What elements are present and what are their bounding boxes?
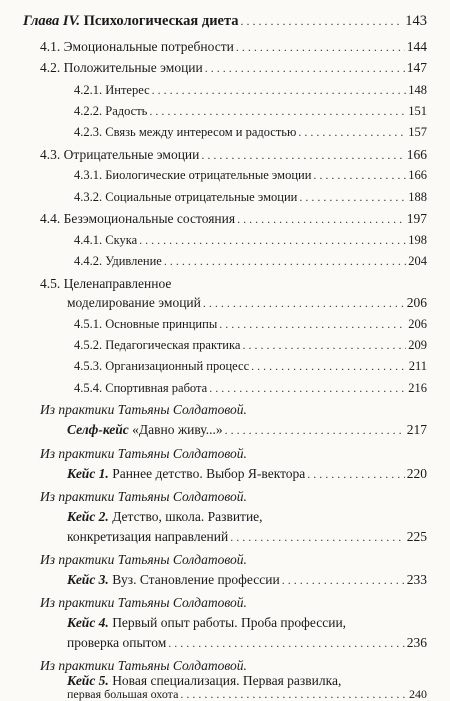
practice-entry-case-5-line2 (67, 688, 427, 700)
entry-heading (74, 169, 311, 182)
case-label: Кейс 3. (67, 572, 109, 587)
entry-heading (74, 318, 217, 331)
toc-entry-4-3 (40, 148, 427, 162)
case-title-line1: Новая специализация. Первая развилка, (112, 673, 342, 688)
entry-heading (74, 360, 249, 373)
dot-leader (203, 297, 405, 309)
case-label: Кейс 2. (67, 509, 109, 524)
entry-title: Отрицательные эмоции (63, 147, 200, 162)
entry-number: 4.1. (40, 39, 61, 54)
dot-leader (313, 169, 406, 181)
page-number: 144 (406, 39, 427, 54)
entry-heading (74, 339, 240, 352)
dot-leader (230, 531, 405, 543)
page-number: 211 (408, 359, 427, 373)
page-number: 206 (406, 295, 427, 310)
page-number: 209 (408, 338, 427, 352)
case-label: Кейс 1. (67, 466, 109, 481)
entry-heading (74, 191, 297, 204)
case-title: «Давно живу...» (132, 422, 223, 437)
toc-entry-4-5-line2 (67, 296, 427, 310)
dot-leader (237, 213, 405, 225)
entry-title: Связь между интересом и радостью (105, 125, 297, 139)
dot-leader (149, 105, 406, 117)
dot-leader (219, 318, 406, 330)
page-number: 216 (408, 381, 427, 395)
toc-entry-4-5-line1 (40, 277, 171, 291)
entry-title: Положительные эмоции (63, 60, 203, 75)
entry-title: Удивление (105, 254, 162, 268)
page-number: 225 (406, 529, 427, 544)
practice-heading (67, 467, 305, 481)
chapter-title: Психологическая диета (83, 13, 239, 29)
page-number: 166 (408, 168, 427, 182)
dot-leader (164, 255, 406, 267)
practice-entry-case-5-line1 (67, 674, 341, 688)
page-number: 157 (408, 125, 427, 139)
entry-title-line1: Целенаправленное (63, 276, 172, 291)
case-title-line2: проверка опытом (67, 635, 167, 650)
entry-title: Радость (105, 104, 148, 118)
case-title-line2: конкретизация направлений (67, 529, 229, 544)
page-number: 166 (406, 147, 427, 162)
entry-heading (40, 148, 199, 162)
practice-source: Из практики Татьяны Солдатовой. (40, 402, 247, 417)
case-label: Селф-кейс (67, 422, 129, 437)
entry-number: 4.5.2. (74, 338, 103, 352)
entry-number: 4.5.3. (74, 359, 103, 373)
case-label: Кейс 4. (67, 615, 109, 630)
dot-leader (205, 62, 405, 74)
entry-heading (74, 255, 162, 268)
case-title-line1: Первый опыт работы. Проба профессии, (112, 615, 347, 630)
practice-entry-case-2-line1 (67, 510, 263, 524)
page-number: 143 (405, 13, 427, 29)
entry-title: Интерес (105, 83, 150, 97)
dot-leader (236, 41, 405, 53)
toc-entry-4-2 (40, 61, 427, 75)
page-number: 147 (406, 60, 427, 75)
toc-entry-4-5-1 (74, 318, 427, 331)
toc-chapter-entry (23, 14, 427, 29)
entry-number: 4.3.2. (74, 190, 103, 204)
dot-leader (139, 234, 406, 246)
entry-heading (40, 212, 235, 226)
dot-leader (209, 382, 406, 394)
practice-source: Из практики Татьяны Солдатовой. (40, 658, 247, 673)
entry-title: Основные принципы (105, 317, 218, 331)
entry-number: 4.4.1. (74, 233, 103, 247)
entry-heading (74, 126, 296, 139)
page-number: 198 (408, 233, 427, 247)
toc-entry-4-4 (40, 212, 427, 226)
page-number: 217 (406, 422, 427, 437)
entry-number: 4.3.1. (74, 168, 103, 182)
entry-number: 4.5.4. (74, 381, 103, 395)
entry-heading (40, 40, 234, 54)
toc-entry-4-3-2 (74, 191, 427, 204)
practice-heading (67, 423, 223, 437)
entry-number: 4.5.1. (74, 317, 103, 331)
entry-number: 4.2.2. (74, 104, 103, 118)
entry-heading (40, 61, 203, 75)
dot-leader (225, 424, 405, 436)
practice-entry-case-2-line2 (67, 530, 427, 544)
entry-title: Эмоциональные потребности (63, 39, 234, 54)
dot-leader (241, 15, 404, 27)
dot-leader (299, 191, 406, 203)
toc-entry-4-2-3 (74, 126, 427, 139)
toc-entry-4-1 (40, 40, 427, 54)
entry-title: Биологические отрицательные эмоции (105, 168, 312, 182)
entry-title: Скука (105, 233, 138, 247)
toc-entry-4-2-2 (74, 105, 427, 118)
page-number: 197 (406, 211, 427, 226)
toc-entry-4-5-4 (74, 382, 427, 395)
chapter-label: Глава IV. (23, 13, 81, 29)
entry-title: Педагогическая практика (105, 338, 241, 352)
dot-leader (180, 688, 407, 700)
toc-entry-4-4-1 (74, 234, 427, 247)
practice-entry-case-1 (67, 467, 427, 481)
page-number: 148 (408, 83, 427, 97)
entry-title: Социальные отрицательные эмоции (105, 190, 298, 204)
entry-heading (74, 84, 150, 97)
dot-leader (282, 574, 405, 586)
page-number: 220 (406, 466, 427, 481)
practice-entry-case-3 (67, 573, 427, 587)
entry-number: 4.2. (40, 60, 61, 75)
entry-number: 4.5. (40, 276, 61, 291)
toc-entry-4-4-2 (74, 255, 427, 268)
case-title: Вуз. Становление профессии (112, 572, 280, 587)
entry-heading (74, 234, 137, 247)
entry-heading (74, 105, 147, 118)
case-label: Кейс 5. (67, 673, 109, 688)
dot-leader (201, 149, 404, 161)
toc-entry-4-5-3 (74, 360, 427, 373)
practice-entry-case-4-line2 (67, 636, 427, 650)
dot-leader (251, 360, 407, 372)
dot-leader (298, 126, 406, 138)
practice-heading (67, 573, 280, 587)
dot-leader (307, 468, 404, 480)
toc-entry-4-3-1 (74, 169, 427, 182)
chapter-heading (23, 14, 239, 29)
practice-source: Из практики Татьяны Солдатовой. (40, 552, 247, 567)
entry-number: 4.2.3. (74, 125, 103, 139)
entry-number: 4.2.1. (74, 83, 103, 97)
dot-leader (242, 339, 406, 351)
toc-entry-4-5-2 (74, 339, 427, 352)
practice-entry-case-4-line1 (67, 616, 346, 630)
page-number: 204 (408, 254, 427, 268)
entry-number: 4.4.2. (74, 254, 103, 268)
dot-leader (168, 637, 404, 649)
case-title: Раннее детство. Выбор Я-вектора (112, 466, 306, 481)
entry-number: 4.4. (40, 211, 61, 226)
entry-title-line2: моделирование эмоций (67, 295, 201, 310)
case-title-line2: первая большая охота (67, 687, 179, 701)
page-number: 206 (408, 317, 427, 331)
entry-title: Безэмоциональные состояния (63, 211, 236, 226)
dot-leader (152, 84, 407, 96)
practice-entry-self-case (67, 423, 427, 437)
entry-title: Организационный процесс (105, 359, 250, 373)
practice-source: Из практики Татьяны Солдатовой. (40, 595, 247, 610)
entry-title: Спортивная работа (105, 381, 208, 395)
page-number: 151 (408, 104, 427, 118)
entry-number: 4.3. (40, 147, 61, 162)
page-number: 240 (409, 687, 427, 701)
practice-source: Из практики Татьяны Солдатовой. (40, 446, 247, 461)
page-number: 233 (406, 572, 427, 587)
page-number: 236 (406, 635, 427, 650)
toc-entry-4-2-1 (74, 84, 427, 97)
entry-heading (74, 382, 207, 395)
page-number: 188 (408, 190, 427, 204)
case-title-line1: Детство, школа. Развитие, (112, 509, 263, 524)
practice-source: Из практики Татьяны Солдатовой. (40, 489, 247, 504)
